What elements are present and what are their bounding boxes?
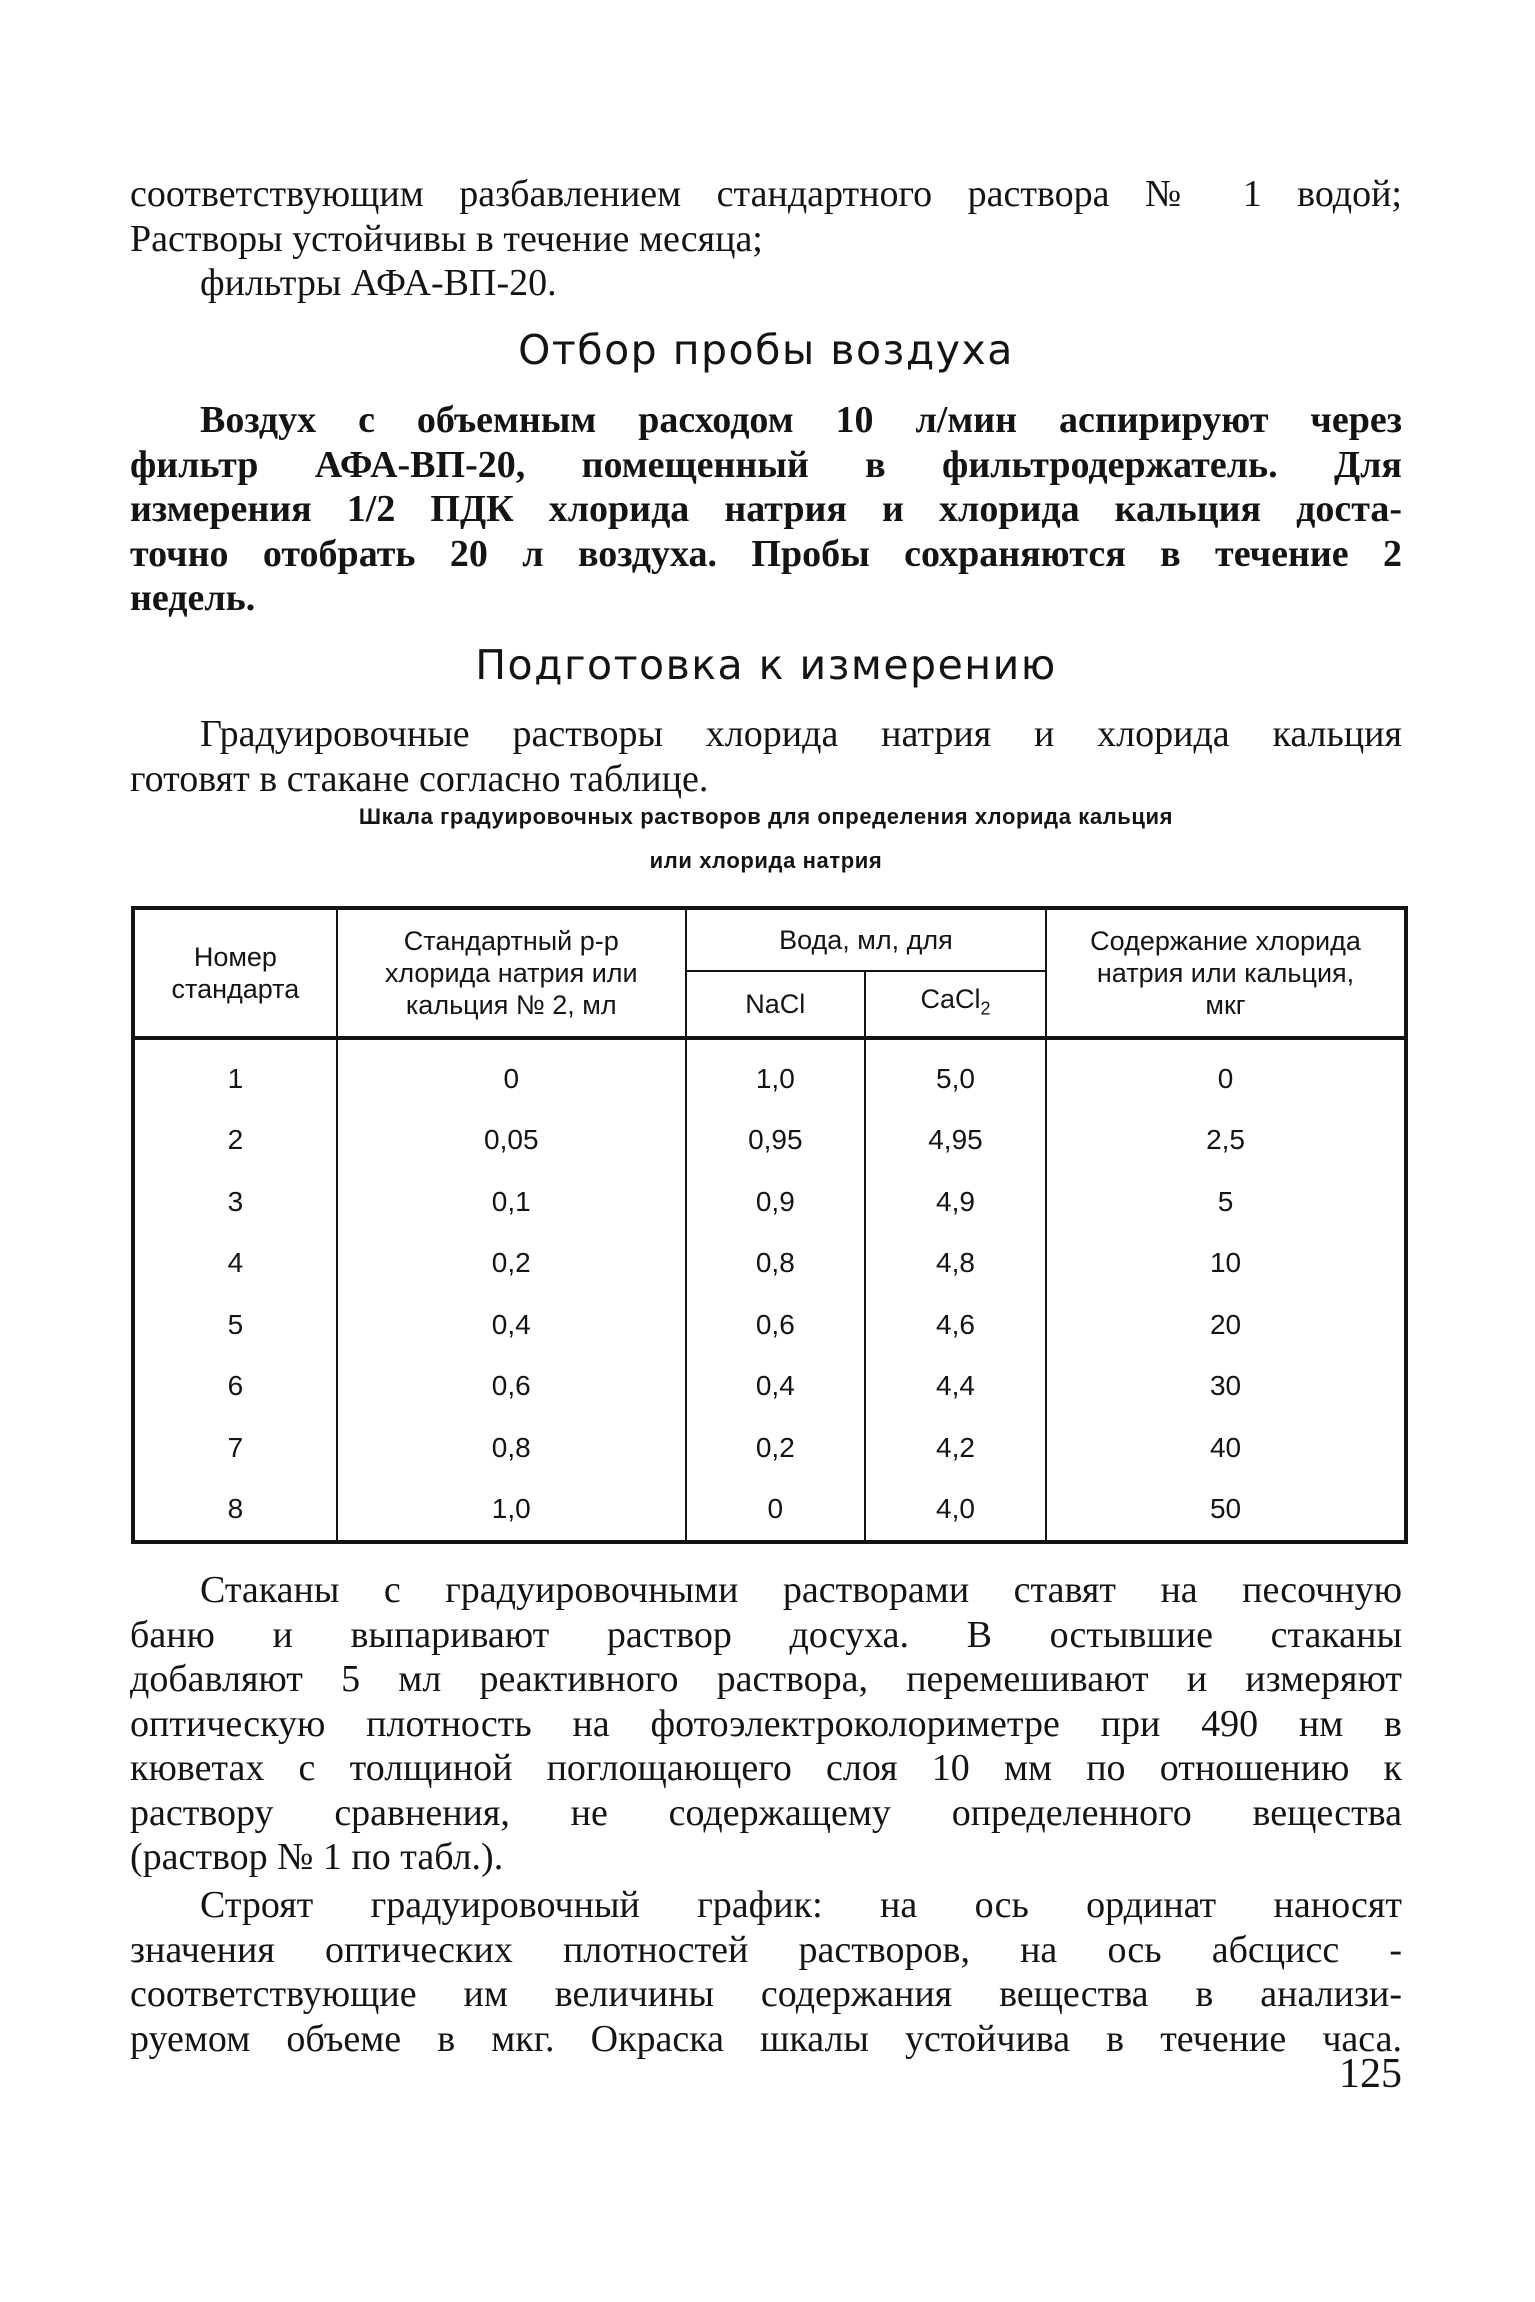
cell-standard: 0,1 [337, 1171, 686, 1233]
header-standard-solution: Стандартный р-р хлорида натрия или кальция № 2, мл [337, 908, 686, 1038]
cell-water-cacl2: 5,0 [865, 1038, 1046, 1110]
text-line: Растворы устойчивы в течение месяца; [130, 217, 763, 260]
air-sampling-paragraph [130, 398, 1402, 621]
text-line: соответствующим разбавлением стандартного раствора № 1 водой; [130, 173, 1402, 215]
header-content: Содержание хлорида натрия или кальция, мкг [1046, 908, 1406, 1038]
cell-standard: 0,05 [337, 1110, 686, 1172]
cell-standard: 0,6 [337, 1356, 686, 1418]
calibration-table [131, 906, 1408, 1544]
table-row [133, 1417, 1406, 1479]
text-line: Градуировочные растворы хлорида натрия и хлорида кальция [200, 713, 1402, 755]
calibration-graph-paragraph [130, 1883, 1402, 2061]
header-cacl2-subscript: 2 [980, 998, 991, 1019]
cell-water-cacl2: 4,95 [865, 1110, 1046, 1172]
cell-number: 3 [133, 1171, 337, 1233]
cell-content: 30 [1046, 1356, 1406, 1418]
table-caption [130, 795, 1402, 883]
cell-content: 50 [1046, 1479, 1406, 1543]
text-line: недель. [130, 577, 256, 619]
table-row [133, 1233, 1406, 1295]
cell-water-nacl: 1,0 [686, 1038, 865, 1110]
cell-standard: 0,4 [337, 1294, 686, 1356]
cell-number: 1 [133, 1038, 337, 1110]
header-cacl2-base: CaCl [920, 984, 981, 1015]
header-nacl: NaCl [686, 971, 865, 1038]
cell-water-cacl2: 4,6 [865, 1294, 1046, 1356]
cell-water-cacl2: 4,2 [865, 1417, 1046, 1479]
text-line: значения оптических плотностей растворов, на ось абсцисс - [130, 1928, 1402, 1971]
text-line: (раствор № 1 по табл.). [130, 1836, 504, 1878]
intro-paragraph [130, 172, 1402, 306]
cell-water-nacl: 0,2 [686, 1417, 865, 1479]
section-heading-air-sampling: Отбор пробы воздуха [518, 326, 1014, 374]
section-heading-preparation: Подготовка к измерению [475, 641, 1057, 689]
cell-content: 5 [1046, 1171, 1406, 1233]
text-line: раствору сравнения, не содержащему определенного вещества [130, 1791, 1402, 1834]
header-cacl2 [865, 971, 1046, 1038]
preparation-paragraph [130, 712, 1402, 801]
measurement-paragraph [130, 1568, 1402, 1880]
text-line: баню и выпаривают раствор досуха. В остывшие стаканы [130, 1613, 1402, 1656]
cell-number: 2 [133, 1110, 337, 1172]
table-row [133, 1171, 1406, 1233]
text-line: соответствующие им величины содержания вещества в анализи- [130, 1973, 1402, 2015]
text-line: Строят градуировочный график: на ось ординат наносят [200, 1884, 1402, 1926]
text-line: руемом объеме в мкг. Окраска шкалы устойчива в течение часа. [130, 2017, 1402, 2060]
page-number: 125 [1339, 2051, 1402, 2097]
table-caption-line: Шкала градуировочных растворов для определения хлорида кальция [358, 804, 1174, 829]
cell-water-cacl2: 4,8 [865, 1233, 1046, 1295]
text-line: измерения 1/2 ПДК хлорида натрия и хлорида кальция доста- [130, 488, 1402, 530]
cell-number: 7 [133, 1417, 337, 1479]
table-row [133, 1110, 1406, 1172]
cell-water-nacl: 0,6 [686, 1294, 865, 1356]
cell-content: 20 [1046, 1294, 1406, 1356]
cell-content: 10 [1046, 1233, 1406, 1295]
cell-water-cacl2: 4,9 [865, 1171, 1046, 1233]
text-line: готовят в стакане согласно таблице. [130, 757, 709, 800]
text-line: фильтры АФА-ВП-20. [200, 262, 557, 304]
text-line: Воздух с объемным расходом 10 л/мин аспирируют через [200, 399, 1402, 441]
cell-content: 40 [1046, 1417, 1406, 1479]
cell-water-nacl: 0,9 [686, 1171, 865, 1233]
text-line: оптическую плотность на фотоэлектроколориметре при 490 нм в [130, 1702, 1402, 1745]
text-line: точно отобрать 20 л воздуха. Пробы сохраняются в течение 2 [130, 532, 1402, 575]
header-standard-number: Номер стандарта [133, 908, 337, 1038]
cell-content: 0 [1046, 1038, 1406, 1110]
cell-water-nacl: 0,4 [686, 1356, 865, 1418]
text-line: добавляют 5 мл реактивного раствора, перемешивают и измеряют [130, 1658, 1402, 1700]
table-row [133, 1294, 1406, 1356]
cell-standard: 0,2 [337, 1233, 686, 1295]
cell-water-nacl: 0,8 [686, 1233, 865, 1295]
text-line: фильтр АФА-ВП-20, помещенный в фильтродержатель. Для [130, 443, 1402, 486]
cell-water-cacl2: 4,4 [865, 1356, 1046, 1418]
header-water: Вода, мл, для [686, 908, 1046, 971]
text-line: Стаканы с градуировочными растворами ставят на песочную [200, 1569, 1402, 1611]
cell-standard: 0,8 [337, 1417, 686, 1479]
cell-standard: 0 [337, 1038, 686, 1110]
text-line: кюветах с толщиной поглощающего слоя 10 мм по отношению к [130, 1747, 1402, 1789]
cell-number: 4 [133, 1233, 337, 1295]
table-row [133, 1479, 1406, 1543]
table-row [133, 1038, 1406, 1110]
cell-number: 5 [133, 1294, 337, 1356]
table-caption-line: или хлорида натрия [649, 848, 883, 873]
cell-number: 8 [133, 1479, 337, 1543]
cell-water-cacl2: 4,0 [865, 1479, 1046, 1543]
table-row [133, 1356, 1406, 1418]
cell-number: 6 [133, 1356, 337, 1418]
cell-water-nacl: 0,95 [686, 1110, 865, 1172]
cell-water-nacl: 0 [686, 1479, 865, 1543]
cell-standard: 1,0 [337, 1479, 686, 1543]
cell-content: 2,5 [1046, 1110, 1406, 1172]
